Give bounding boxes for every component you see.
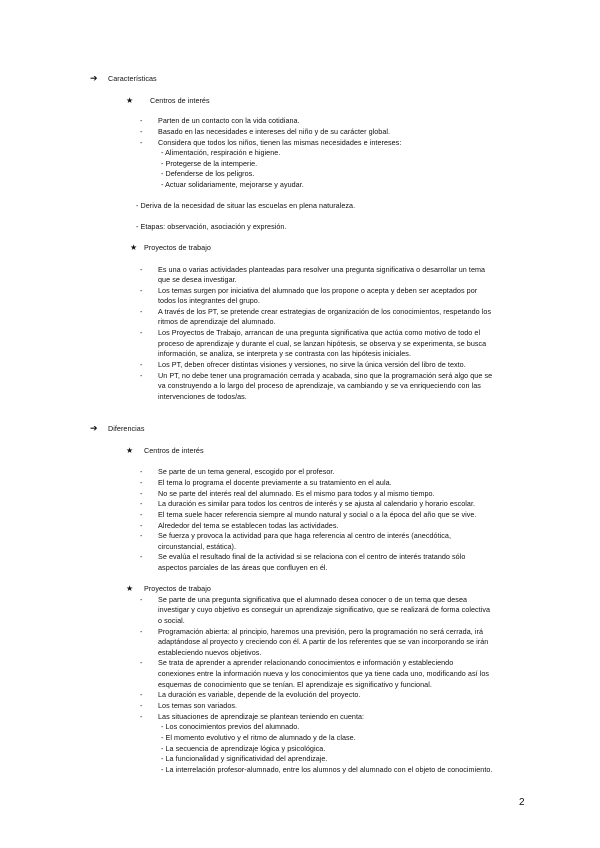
list-item: Los Proyectos de Trabajo, arrancan de una pregunta significativa que actúa como motivo de todo el — [158, 328, 481, 337]
dash-bullet: - — [140, 658, 143, 667]
paragraph-line: - Etapas: observación, asociación y expresión. — [136, 222, 287, 231]
list-item: Basado en las necesidades e intereses del niño y de su carácter global. — [158, 127, 391, 136]
list-item: Se parte de un tema general, escogido por el profesor. — [158, 467, 335, 476]
subsection-title-proyectos-trabajo: Proyectos de trabajo — [144, 584, 211, 593]
list-item-continuation: todos los integrantes del grupo. — [158, 296, 260, 305]
list-item-continuation: va construyendo a lo largo del proceso de aprendizaje, va cambiando y se va enriqueciendo con las — [158, 381, 481, 390]
dash-bullet: - — [140, 371, 143, 380]
list-item: Se trata de aprender a aprender relacionando conocimientos e información y estableciendo — [158, 658, 454, 667]
subsection-title-proyectos-trabajo: Proyectos de trabajo — [144, 243, 211, 252]
list-item: Es una o varias actividades planteadas para resolver una pregunta significativa o desarrollar un tema — [158, 265, 486, 274]
list-item: Las situaciones de aprendizaje se plantean teniendo en cuenta: — [158, 712, 365, 721]
sub-list-item: - La funcionalidad y significatividad del aprendizaje. — [161, 754, 328, 763]
list-item: Se parte de una pregunta significativa que el alumnado desea conocer o de un tema que desea — [158, 595, 468, 604]
list-item: No se parte del interés real del alumnado. Es el mismo para todos y al mismo tiempo. — [158, 489, 435, 498]
sub-list-item: - Defenderse de los peligros. — [161, 169, 255, 178]
dash-bullet: - — [140, 286, 143, 295]
dash-bullet: - — [140, 521, 143, 530]
list-item: Los temas son variados. — [158, 701, 238, 710]
dash-bullet: - — [140, 489, 143, 498]
page-number: 2 — [519, 797, 525, 808]
list-item: Los PT, deben ofrecer distintas visiones y versiones, no sirve la única versión del libro de texto. — [158, 360, 466, 369]
section-title-caracteristicas: Características — [108, 74, 157, 83]
list-item: Parten de un contacto con la vida cotidiana. — [158, 116, 300, 125]
list-item-continuation: proceso de aprendizaje y durante el cual, se lanzan hipótesis, se observa y se experimenta, se busca — [158, 339, 487, 348]
list-item-continuation: investigar y cuyo objetivo es conseguir un aprendizaje significativo, que se realizará de forma colectiva — [158, 605, 491, 614]
dash-bullet: - — [140, 478, 143, 487]
dash-bullet: - — [140, 265, 143, 274]
dash-bullet: - — [140, 127, 143, 136]
star-bullet-icon: ★ — [130, 243, 138, 252]
list-item-continuation: información, se analiza, se interpreta y se contrasta con las hipótesis iniciales. — [158, 349, 411, 358]
dash-bullet: - — [140, 595, 143, 604]
list-item: Un PT, no debe tener una programación cerrada y acabada, sino que la programación será algo que se — [158, 371, 493, 380]
list-item-continuation: esquemas de conocimiento que se tenían. El aprendizaje es significativo y funcional. — [158, 680, 432, 689]
star-bullet-icon: ★ — [126, 96, 134, 105]
list-item-continuation: adaptándose al proyecto y creciendo con él. A partir de los referentes que se van incorporando se irán — [158, 637, 489, 646]
dash-bullet: - — [140, 690, 143, 699]
star-bullet-icon: ★ — [126, 446, 134, 455]
list-item: Considera que todos los niños, tienen las mismas necesidades e intereses: — [158, 138, 402, 147]
list-item: El tema lo programa el docente previamente a su tratamiento en el aula. — [158, 478, 392, 487]
dash-bullet: - — [140, 712, 143, 721]
dash-bullet: - — [140, 138, 143, 147]
dash-bullet: - — [140, 531, 143, 540]
list-item-continuation: ritmos de aprendizaje del alumnado. — [158, 317, 276, 326]
subsection-title-centros-interes: Centros de interés — [150, 96, 210, 105]
list-item-continuation: estableciendo nuevos objetivos. — [158, 648, 262, 657]
list-item-continuation: intervenciones de todos/as. — [158, 392, 247, 401]
list-item-continuation: o social. — [158, 616, 185, 625]
sub-list-item: - La interrelación profesor-alumnado, entre los alumnos y del alumnado con el objeto de conocimiento. — [161, 765, 493, 774]
dash-bullet: - — [140, 360, 143, 369]
list-item: Se fuerza y provoca la actividad para que haga referencia al centro de interés (anecdótica, — [158, 531, 452, 540]
list-item-continuation: conexiones entre la información nueva y los conocimientos que ya tiene cada uno, modificando así los — [158, 669, 490, 678]
list-item: La duración es similar para todos los centros de interés y se ajusta al calendario y horario escolar. — [158, 499, 476, 508]
arrow-bullet-icon: ➔ — [90, 73, 98, 83]
list-item: A través de los PT, se pretende crear estrategias de organización de los conocimientos, respetando los — [158, 307, 492, 316]
list-item: Alrededor del tema se establecen todas las actividades. — [158, 521, 339, 530]
dash-bullet: - — [140, 510, 143, 519]
list-item-continuation: aspectos parciales de las áreas que confluyen en él. — [158, 563, 328, 572]
list-item-continuation: circunstancial, estática). — [158, 542, 236, 551]
dash-bullet: - — [140, 307, 143, 316]
arrow-bullet-icon: ➔ — [90, 423, 98, 433]
sub-list-item: - El momento evolutivo y el ritmo de alumnado y de la clase. — [161, 733, 356, 742]
sub-list-item: - Actuar solidariamente, mejorarse y ayudar. — [161, 180, 304, 189]
sub-list-item: - Protegerse de la intemperie. — [161, 159, 258, 168]
paragraph-line: - Deriva de la necesidad de situar las escuelas en plena naturaleza. — [136, 201, 356, 210]
dash-bullet: - — [140, 499, 143, 508]
dash-bullet: - — [140, 328, 143, 337]
list-item: Los temas surgen por iniciativa del alumnado que los propone o acepta y deben ser aceptados por — [158, 286, 478, 295]
dash-bullet: - — [140, 701, 143, 710]
subsection-title-centros-interes: Centros de interés — [144, 446, 204, 455]
dash-bullet: - — [140, 467, 143, 476]
sub-list-item: - Los conocimientos previos del alumnado. — [161, 722, 300, 731]
dash-bullet: - — [140, 552, 143, 561]
list-item: El tema suele hacer referencia siempre al mundo natural y social o a la época del año que se vive. — [158, 510, 477, 519]
sub-list-item: - Alimentación, respiración e higiene. — [161, 148, 281, 157]
dash-bullet: - — [140, 627, 143, 636]
list-item: Se evalúa el resultado final de la actividad si se relaciona con el centro de interés tratando sólo — [158, 552, 466, 561]
sub-list-item: - La secuencia de aprendizaje lógica y psicológica. — [161, 744, 326, 753]
star-bullet-icon: ★ — [126, 584, 134, 593]
dash-bullet: - — [140, 116, 143, 125]
list-item: Programación abierta: al principio, haremos una previsión, pero la programación no será cerrada, irá — [158, 627, 484, 636]
list-item: La duración es variable, depende de la evolución del proyecto. — [158, 690, 361, 699]
list-item-continuation: que se desea investigar. — [158, 275, 237, 284]
section-title-diferencias: Diferencias — [108, 424, 145, 433]
